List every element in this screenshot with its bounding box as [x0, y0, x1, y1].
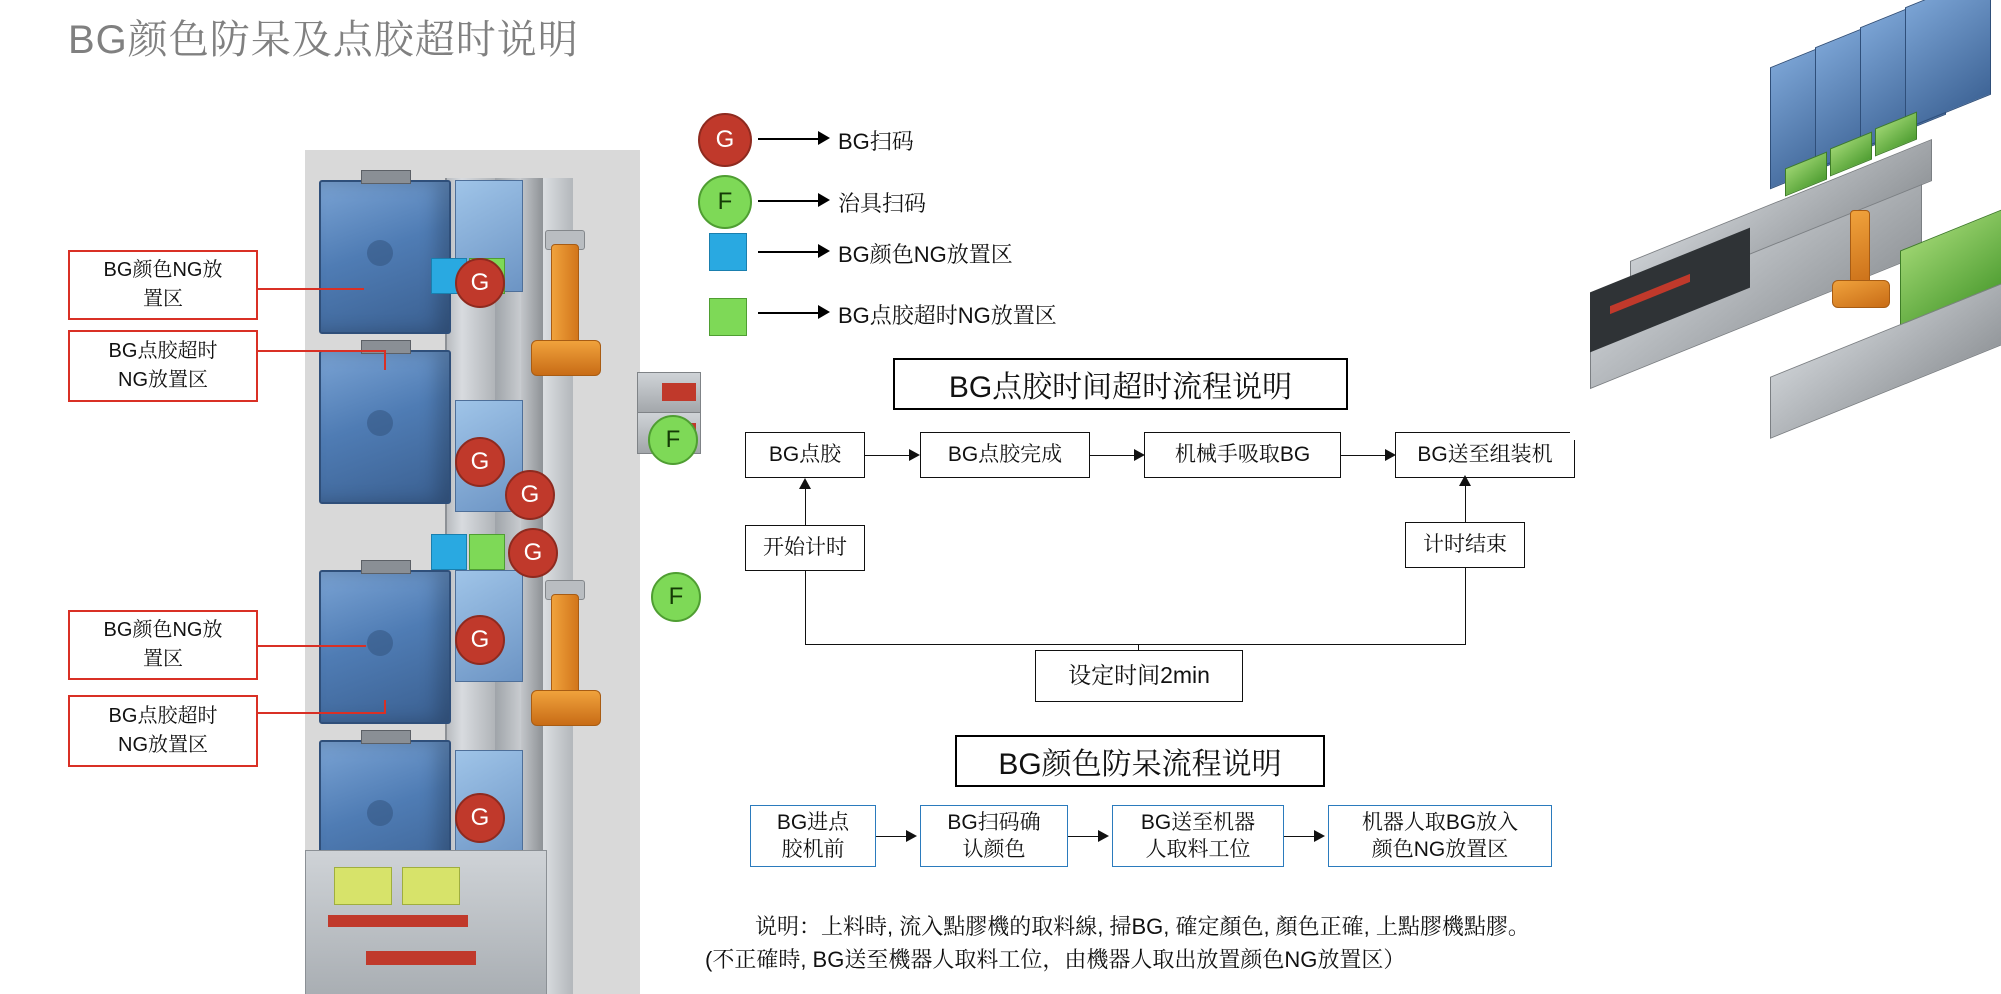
leader-line-2: [256, 350, 386, 352]
module-top-cap: [361, 560, 411, 574]
flow1-set-time: 设定时间2min: [1035, 650, 1243, 702]
legend-label-timeout-ng-zone: BG点胶超时NG放置区: [838, 303, 1057, 328]
flow1-start-timer-arrow: [799, 478, 811, 489]
fixture-part: [662, 383, 696, 401]
legend-arrow-line-3: [758, 251, 820, 253]
node-line-1: BG进点: [776, 810, 850, 834]
dispenser-module-2: [319, 350, 451, 504]
legend-arrow-line-2: [758, 200, 820, 202]
legend-arrow-head-2: [818, 193, 830, 207]
callout-text: [109, 702, 218, 760]
machine-base: [305, 850, 547, 994]
flow1-end-timer: 计时结束: [1405, 522, 1525, 568]
flow2-node-3-text: [1141, 809, 1255, 864]
robot-base: [531, 340, 601, 376]
badge-label: G: [470, 626, 490, 653]
badge-g-5: [455, 615, 505, 665]
module-top-cap: [361, 730, 411, 744]
robot-arm-lower: [523, 580, 609, 730]
legend-arrow-head-1: [818, 131, 830, 145]
leader-line-2-vert: [384, 350, 388, 370]
badge-g-6: [455, 793, 505, 843]
flow1-link-3: [1341, 455, 1389, 456]
callout-line-1: BG颜色NG放: [103, 259, 223, 281]
flow2-arrow-3: [1314, 830, 1325, 842]
flow1-node-1: BG点胶: [745, 432, 865, 478]
flow1-title: BG点胶时间超时流程说明: [893, 358, 1348, 410]
callout-timeout-ng-zone-1: [68, 330, 258, 402]
node-line-1: BG扫码确: [947, 810, 1041, 834]
base-strip-red-2: [366, 951, 476, 965]
badge-label: F: [668, 583, 684, 610]
legend-marker-color-ng: [709, 233, 747, 271]
callout-color-ng-zone-2: [68, 610, 258, 680]
flow2-node-4-text: [1362, 809, 1518, 864]
render-robot-base: [1832, 280, 1890, 308]
note-line-1: 说明：上料時, 流入點膠機的取料線, 掃BG, 確定顏色, 顏色正確, 上點膠機點膠。: [755, 914, 1530, 939]
callout-text: [104, 616, 223, 674]
legend-arrow-head-3: [818, 244, 830, 258]
legend-marker-timeout-ng: [709, 298, 747, 336]
flow1-loop-bottom-right: [1138, 644, 1466, 645]
badge-f-2: [651, 572, 701, 622]
robot-arm-upper: [523, 230, 609, 380]
flow2-node-1: [750, 805, 876, 867]
fixture-station-1: [637, 372, 701, 414]
legend-arrow-line-1: [758, 138, 820, 140]
flow2-node-4: [1328, 805, 1552, 867]
callout-text: [109, 337, 218, 395]
node-line-2: 胶机前: [781, 838, 845, 861]
legend-marker-label: G: [715, 126, 735, 153]
legend-arrow-head-4: [818, 305, 830, 319]
callout-line-1: BG颜色NG放: [103, 619, 223, 641]
base-strip-red-1: [328, 915, 468, 927]
base-tray-yellow-1: [334, 867, 392, 905]
flow1-link-2: [1090, 455, 1138, 456]
module-top-cap: [361, 170, 411, 184]
badge-label: G: [470, 269, 490, 296]
flow1-end-timer-arrow: [1459, 475, 1471, 486]
flow1-node-3: 机械手吸取BG: [1144, 432, 1341, 478]
legend-arrow-line-4: [758, 312, 820, 314]
flow2-node-2-text: [947, 809, 1040, 864]
callout-line-2: NG放置区: [118, 734, 208, 756]
flow1-node-4: BG送至组装机: [1395, 432, 1575, 478]
badge-label: G: [523, 539, 543, 566]
note-line-2: (不正確時, BG送至機器人取料工位，由機器人取出放置颜色NG放置区）: [705, 947, 1406, 972]
flow2-link-2: [1068, 836, 1102, 837]
flow2-node-1-text: [777, 809, 849, 864]
badge-g-2: [455, 437, 505, 487]
flow1-loop-bottom-left: [805, 644, 1138, 645]
leader-line-4: [256, 712, 386, 714]
machine-3d-render: [1570, 0, 2001, 440]
flow2-node-2: [920, 805, 1068, 867]
dispense-timeout-ng-zone-2: [469, 534, 505, 570]
legend-label-color-ng-zone: BG颜色NG放置区: [838, 242, 1013, 267]
flow1-loop-left-vert: [805, 571, 806, 644]
leader-line-3: [256, 645, 366, 647]
flow1-node-2: BG点胶完成: [920, 432, 1090, 478]
flow2-node-3: [1112, 805, 1284, 867]
badge-f-1: [648, 415, 698, 465]
base-tray-yellow-2: [402, 867, 460, 905]
flow2-link-3: [1284, 836, 1318, 837]
callout-line-2: 置区: [143, 288, 183, 310]
legend-marker-g: [698, 113, 752, 167]
render-module-4: [1905, 0, 1991, 129]
flow1-start-timer-link: [805, 483, 806, 525]
badge-label: G: [520, 481, 540, 508]
badge-label: G: [470, 448, 490, 475]
callout-line-1: BG点胶超时: [108, 705, 218, 727]
flow1-loop-right-vert: [1465, 568, 1466, 644]
leader-line-1: [256, 288, 364, 290]
page-title: BG颜色防呆及点胶超时说明: [68, 18, 579, 62]
flow1-arrow-1: [909, 449, 920, 461]
callout-line-1: BG点胶超时: [108, 340, 218, 362]
legend-label-bg-scan: BG扫码: [838, 129, 914, 154]
badge-g-3: [505, 470, 555, 520]
flow1-start-timer: 开始计时: [745, 525, 865, 571]
node-line-2: 认颜色: [962, 838, 1026, 861]
flow2-arrow-1: [906, 830, 917, 842]
callout-line-2: NG放置区: [118, 369, 208, 391]
flow2-title: BG颜色防呆流程说明: [955, 735, 1325, 787]
legend-marker-label: F: [717, 188, 733, 215]
badge-label: G: [470, 804, 490, 831]
flow1-link-1: [865, 455, 913, 456]
node-line-2: 颜色NG放置区: [1371, 838, 1509, 861]
callout-color-ng-zone-1: [68, 250, 258, 320]
node-line-1: 机器人取BG放入: [1361, 810, 1519, 834]
badge-g-4: [508, 528, 558, 578]
color-ng-zone-2: [431, 534, 467, 570]
legend-marker-f: [698, 175, 752, 229]
dispenser-module-1: [319, 180, 451, 334]
flow2-link-1: [876, 836, 910, 837]
callout-timeout-ng-zone-2: [68, 695, 258, 767]
callout-line-2: 置区: [143, 648, 183, 670]
callout-text: [104, 256, 223, 314]
node-line-1: BG送至机器: [1140, 810, 1256, 834]
flow2-arrow-2: [1098, 830, 1109, 842]
flow1-end-timer-link: [1465, 480, 1466, 522]
node-line-2: 人取料工位: [1145, 838, 1251, 861]
badge-g-1: [455, 258, 505, 308]
badge-label: F: [665, 426, 681, 453]
legend-label-fixture-scan: 治具扫码: [838, 191, 927, 216]
robot-base: [531, 690, 601, 726]
leader-line-4-vert: [384, 700, 388, 714]
